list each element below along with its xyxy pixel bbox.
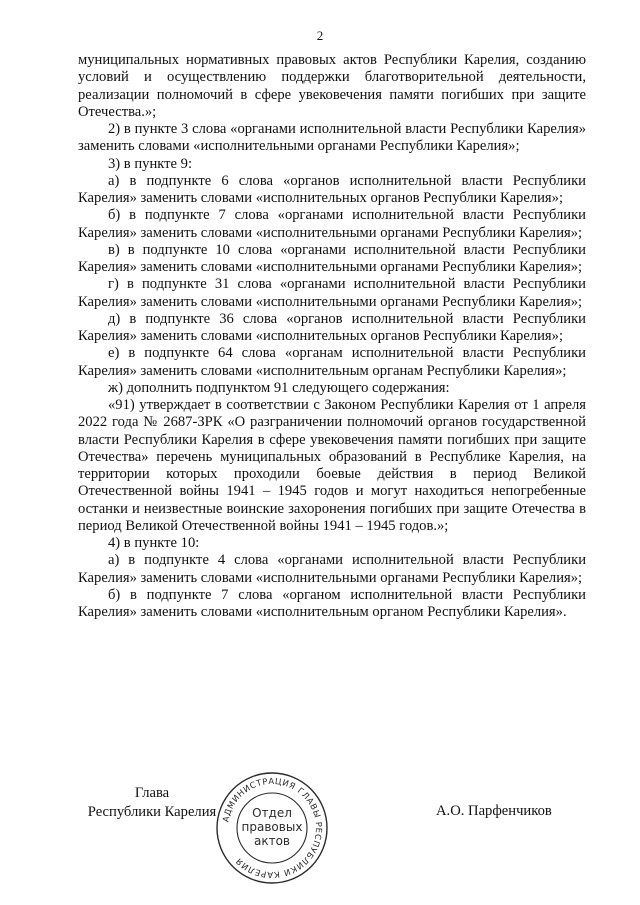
stamp-center-line1: Отдел: [252, 806, 292, 820]
document-body: [78, 52, 586, 621]
paragraph-item-3: 3) в пункте 9:: [108, 155, 193, 172]
signatory-title-line2: Республики Карелия: [87, 804, 217, 820]
stamp-center-line2: правовых: [241, 820, 303, 834]
paragraph-item-3zh: ж) дополнить подпунктом 91 следующего содержания:: [108, 379, 450, 396]
paragraph-item-3d: д) в подпункте 36 слова «органов исполнительной власти Республики Карелия» заменить словами «исполнительных органов Республики Карелия»;: [78, 310, 586, 344]
signature-block: [0, 770, 640, 881]
paragraph-item-4b: б) в подпункте 7 слова «органом исполнительной власти Республики Карелия» заменить словами «исполнительным органом Республики Карелия».: [78, 586, 586, 620]
paragraph-item-3a: а) в подпункте 6 слова «органов исполнительной власти Республики Карелия» заменить словами «исполнительных органов Республики Карелия»;: [78, 172, 586, 206]
stamp-ring-text: АДМИНИСТРАЦИЯ ГЛАВЫ РЕСПУБЛИКИ КАРЕЛИЯ: [220, 775, 325, 881]
page-number: 2: [316, 28, 324, 43]
paragraph-item-3e: е) в подпункте 64 слова «органам исполнительной власти Республики Карелия» заменить словами «исполнительным органам Республики Карелия»;: [78, 345, 586, 379]
paragraph-item-3v: в) в подпункте 10 слова «органами исполнительной власти Республики Карелия» заменить словами «исполнительными органами Республики Карелия»;: [78, 241, 586, 275]
official-seal-stamp: [214, 770, 330, 886]
paragraph-item-3g: г) в подпункте 31 слова «органами исполнительной власти Республики Карелия» заменить словами «исполнительными органами Республики Карелия»;: [78, 276, 586, 310]
signatory-name: А.О. Парфенчиков: [436, 803, 552, 819]
stamp-center-line3: актов: [253, 834, 291, 848]
paragraph-item-4: 4) в пункте 10:: [108, 535, 200, 551]
paragraph-item-91: «91) утверждает в соответствии с Законом Республики Карелия от 1 апреля 2022 года № 2687-ЗРК «О разграничении полномочий органов государственной власти Республики Карелия в сфере увековечения памяти погибших при защите Отечества» перечень муниципальных образований в Республике Карелия, на территории которых проходили боевые действия в период Великой Отечественной войны 1941 – 1945 годов и могут находиться непогребенные останки и неизвестные воинские захоронения погибших при защите Отечества в период Великой Отечественной войны 1941 – 1945 годов.»;: [78, 397, 586, 534]
paragraph-item-2: 2) в пункте 3 слова «органами исполнительной власти Республики Карелия» заменить словами «исполнительными органами Республики Карелия»;: [78, 121, 586, 155]
signatory-title-line1: Глава: [134, 785, 170, 801]
paragraph-item-3b: б) в подпункте 7 слова «органами исполнительной власти Республики Карелия» заменить словами «исполнительными органами Республики Карелия»;: [78, 207, 586, 241]
signatory-title: [82, 784, 222, 822]
paragraph-item-4a: а) в подпункте 4 слова «органами исполнительной власти Республики Карелия» заменить словами «исполнительными органами Республики Карелия»;: [78, 552, 586, 586]
paragraph-continuation: муниципальных нормативных правовых актов Республики Карелия, созданию условий и осуществлению поддержки благотворительной деятельности, реализации полномочий в сфере увековечения памяти погибших при защите Отечества.»;: [78, 52, 586, 120]
